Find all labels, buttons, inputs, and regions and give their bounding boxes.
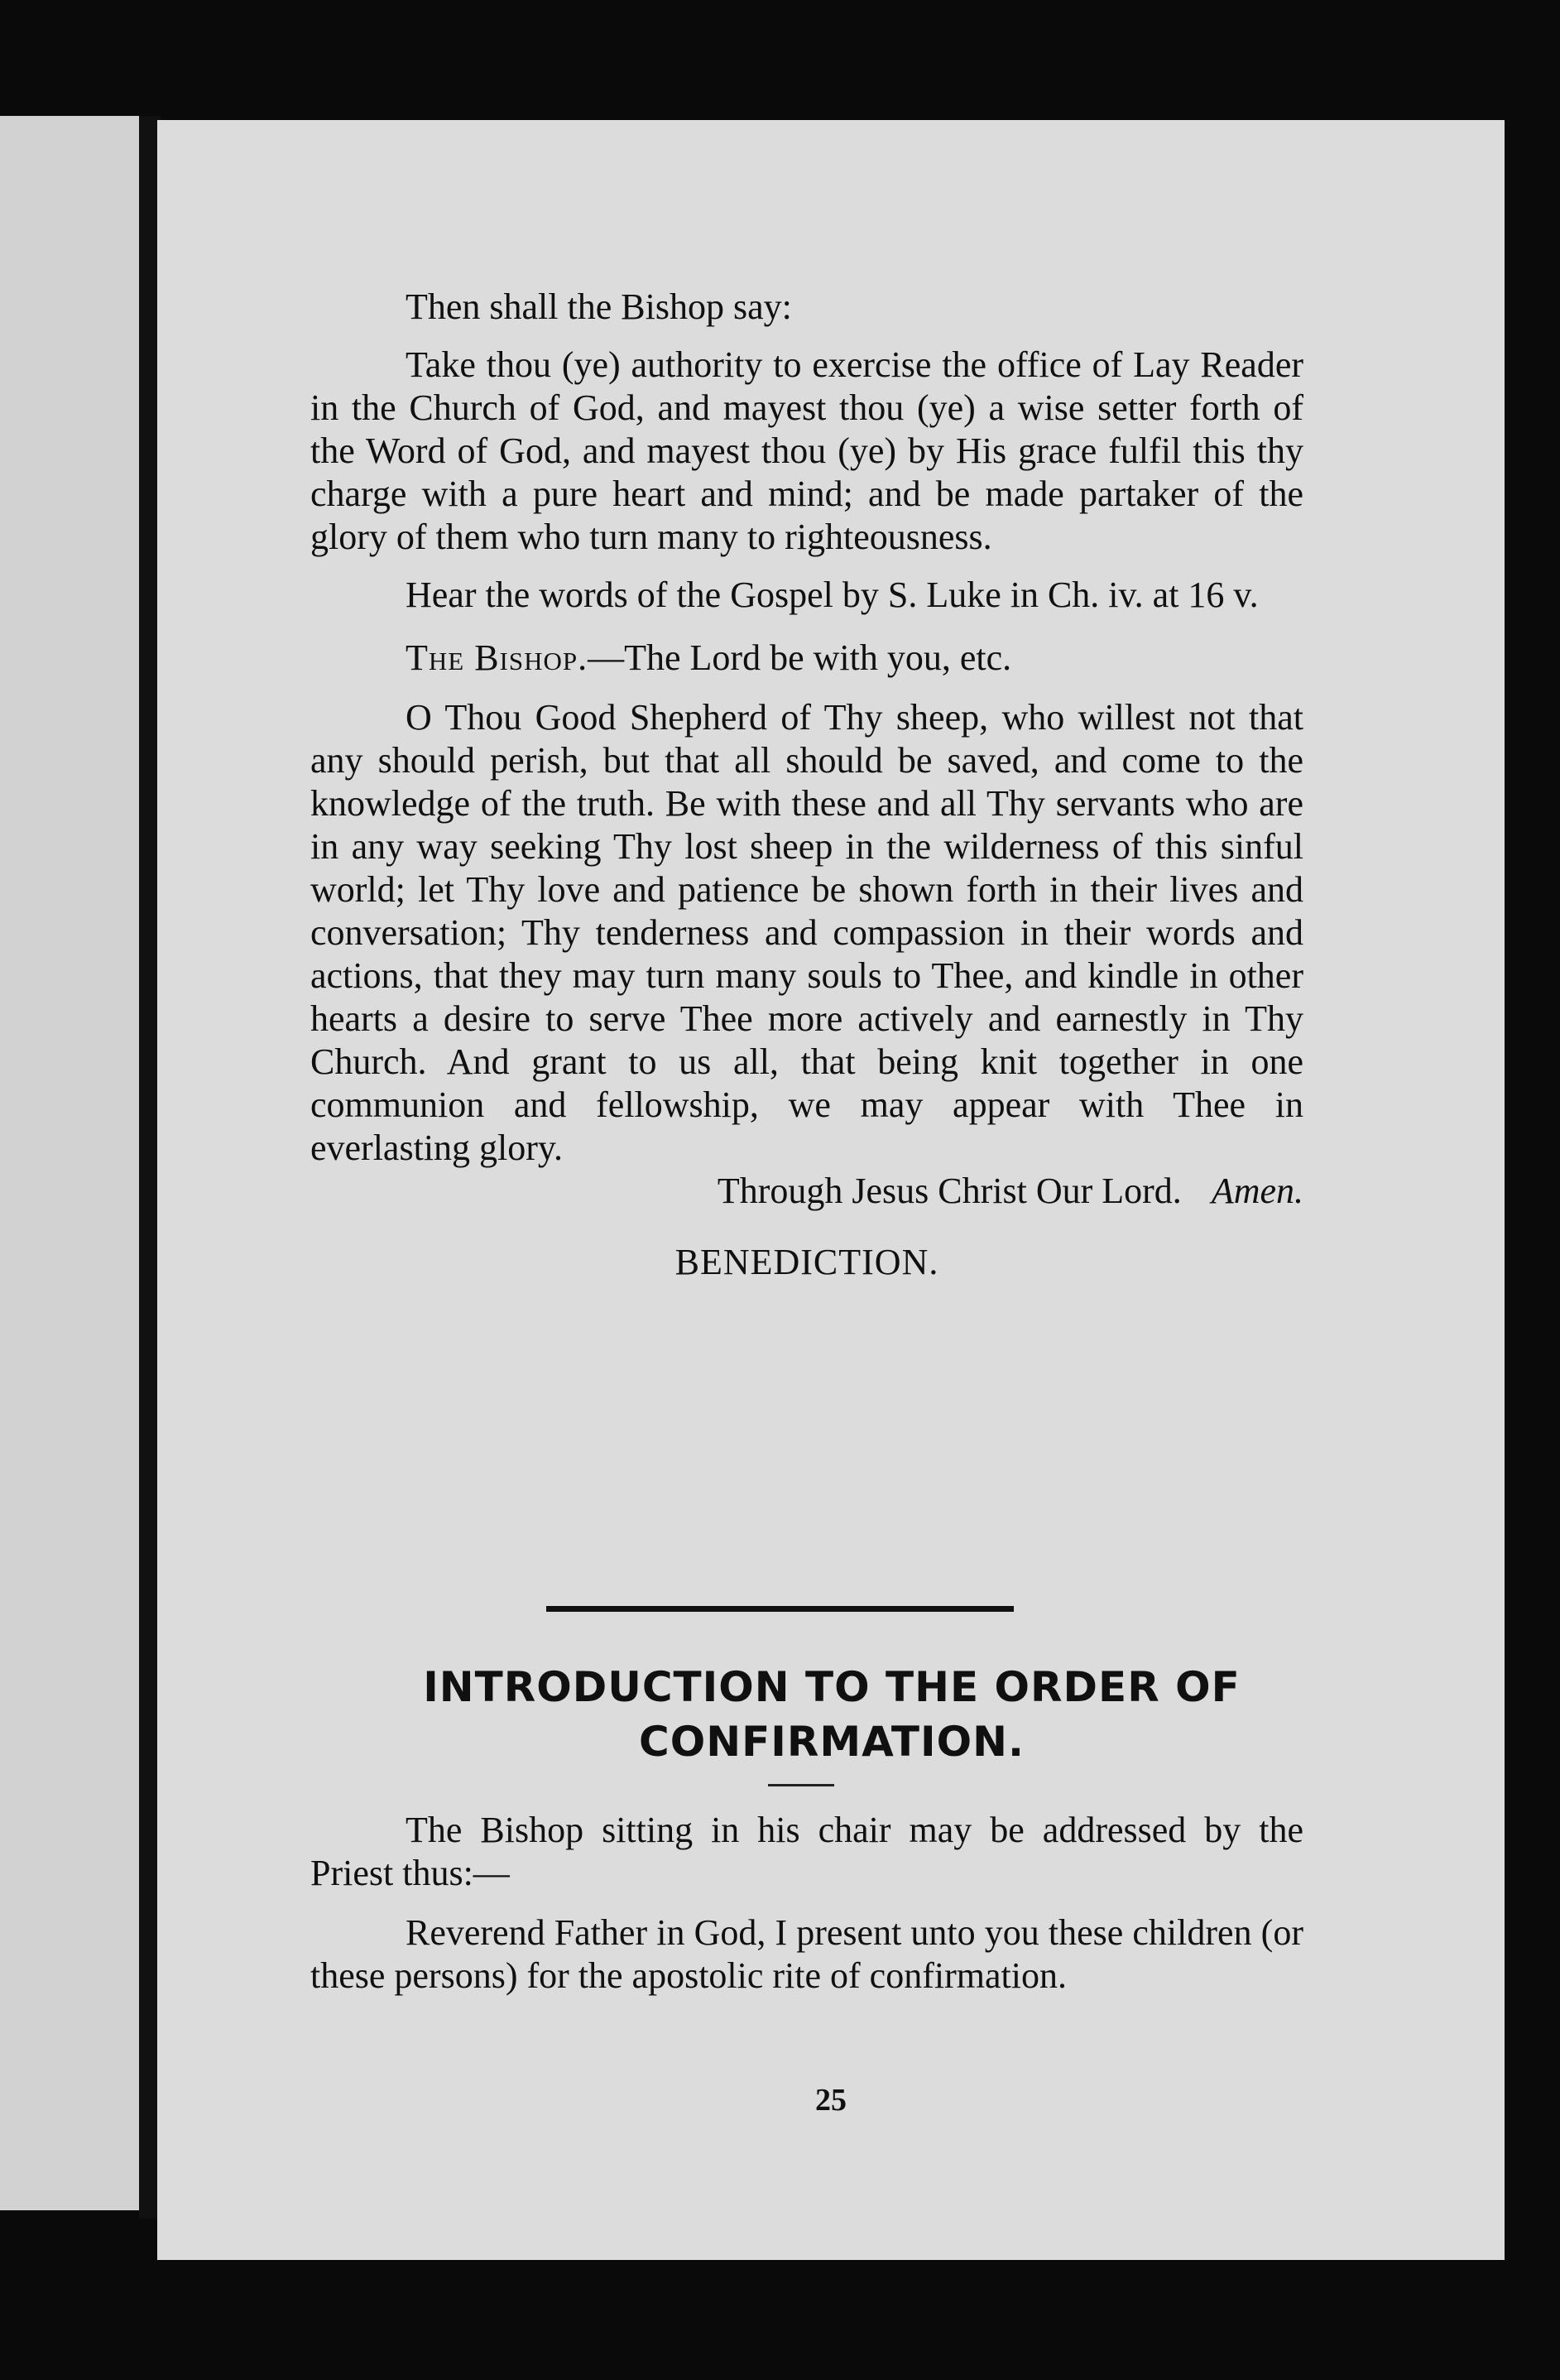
presentation-paragraph: Reverend Father in God, I present unto you these children (or these persons) for the apostolic rite of confirmation. — [310, 1912, 1303, 1996]
prayer-paragraph: O Thou Good Shepherd of Thy sheep, who willest not that any should perish, but that all should be saved, and come to the knowledge of the truth. Be with these and all Thy servants who are in any way seeking Thy lost sheep in the wilderness of this sinful world; let Thy love and patience be shown forth in their lives and conversation; Thy tenderness and compassion in their words and actions, that they may turn many souls to Thee, and kindle in other hearts a desire to serve Thee more actively and earnestly in Thy Church. And grant to us all, that being knit together in one communion and fellowship, we may appear with Thee in everlasting glory. — [310, 697, 1303, 1168]
lower-text-block — [310, 1809, 1303, 1998]
authority-paragraph: Take thou (ye) authority to exercise the office of Lay Reader in the Church of God, and mayest thou (ye) a wise setter forth of the Word of God, and mayest thou (ye) by His grace fulfil this thy charge with a pure heart and mind; and be made partaker of the glory of them who turn many to righteousness. — [310, 344, 1303, 557]
section-heading: INTRODUCTION TO THE ORDER OF CONFIRMATION. — [423, 1663, 1241, 1766]
amen-text: Amen. — [1211, 1171, 1303, 1211]
page-number: 25 — [815, 2083, 847, 2118]
greeting-text: —The Lord be with you, etc. — [588, 637, 1012, 678]
gospel-reading-paragraph: Hear the words of the Gospel by S. Luke in Ch. iv. at 16 v. — [406, 575, 1259, 615]
closing-line — [310, 1170, 1303, 1213]
facing-page-edge — [0, 116, 147, 2210]
rubric-bishop-say: Then shall the Bishop say: — [406, 286, 792, 327]
presentation-rubric: The Bishop sitting in his chair may be addressed by the Priest thus:— — [310, 1810, 1303, 1893]
section-divider — [546, 1606, 1014, 1612]
heading-underline — [768, 1784, 834, 1786]
book-page — [157, 120, 1505, 2260]
speaker-label: The Bishop. — [406, 637, 588, 678]
benediction-heading: BENEDICTION. — [674, 1242, 939, 1282]
bishop-greeting-paragraph — [310, 637, 1303, 680]
closing-text: Through Jesus Christ Our Lord. — [717, 1171, 1182, 1211]
upper-text-block — [310, 286, 1303, 1284]
